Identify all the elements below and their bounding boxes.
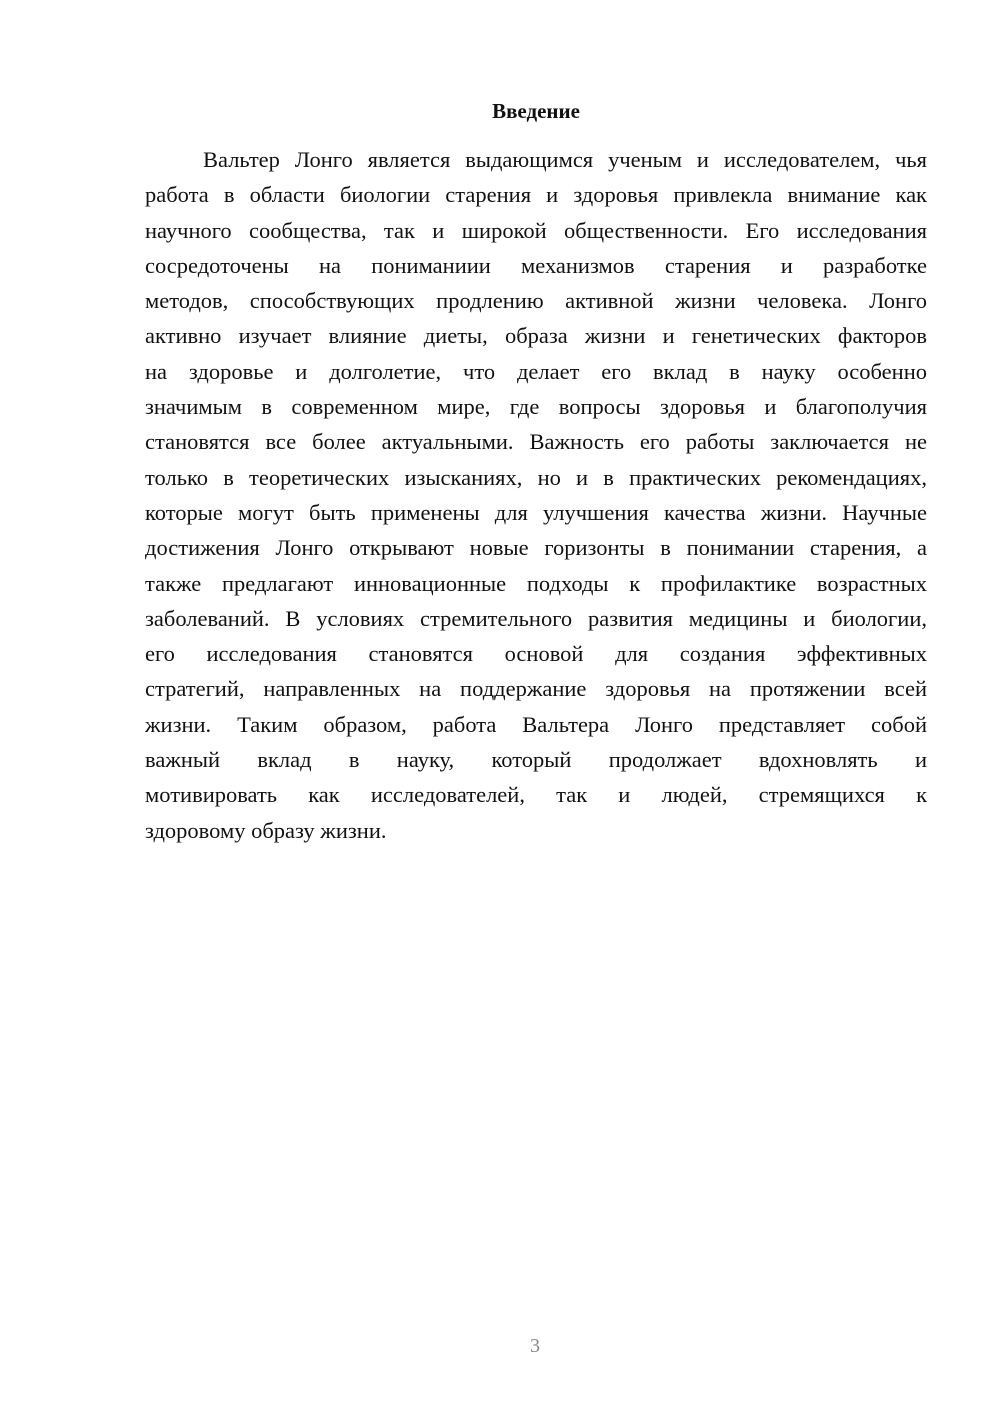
paragraph-line: достижения Лонго открывают новые горизонты в понимании старения, а — [145, 535, 927, 561]
paragraph-line: здоровому образу жизни. — [145, 817, 387, 843]
paragraph-line: сосредоточены на пониманиии механизмов старения и разработке — [145, 252, 927, 278]
paragraph-line: жизни. Таким образом, работа Вальтера Лонго представляет собой — [145, 711, 927, 737]
paragraph-line: значимым в современном мире, где вопросы здоровья и благополучия — [145, 394, 927, 420]
intro-paragraph — [145, 142, 927, 848]
paragraph-line: также предлагают инновационные подходы к профилактике возрастных — [145, 570, 927, 596]
page-number: 3 — [530, 1335, 540, 1357]
paragraph-line: только в теоретических изысканиях, но и в практических рекомендациях, — [145, 464, 927, 490]
paragraph-line: стратегий, направленных на поддержание здоровья на протяжении всей — [145, 676, 927, 702]
paragraph-line: его исследования становятся основой для создания эффективных — [145, 641, 927, 667]
paragraph-line: на здоровье и долголетие, что делает его вклад в науку особенно — [145, 358, 927, 384]
section-heading: Введение — [492, 99, 580, 123]
paragraph-line: которые могут быть применены для улучшения качества жизни. Научные — [145, 499, 927, 525]
paragraph-line: методов, способствующих продлению активной жизни человека. Лонго — [145, 288, 927, 314]
paragraph-line: заболеваний. В условиях стремительного развития медицины и биологии, — [145, 605, 927, 631]
paragraph-line: важный вклад в науку, который продолжает вдохновлять и — [145, 747, 927, 773]
paragraph-line: становятся все более актуальными. Важность его работы заключается не — [145, 429, 927, 455]
paragraph-line: мотивировать как исследователей, так и людей, стремящихся к — [145, 782, 927, 808]
paragraph-line: Вальтер Лонго является выдающимся ученым и исследователем, чья — [203, 147, 927, 172]
paragraph-line: научного сообщества, так и широкой общественности. Его исследования — [145, 217, 927, 243]
paragraph-line: активно изучает влияние диеты, образа жизни и генетических факторов — [145, 323, 927, 349]
paragraph-line: работа в области биологии старения и здоровья привлекла внимание как — [145, 182, 927, 208]
